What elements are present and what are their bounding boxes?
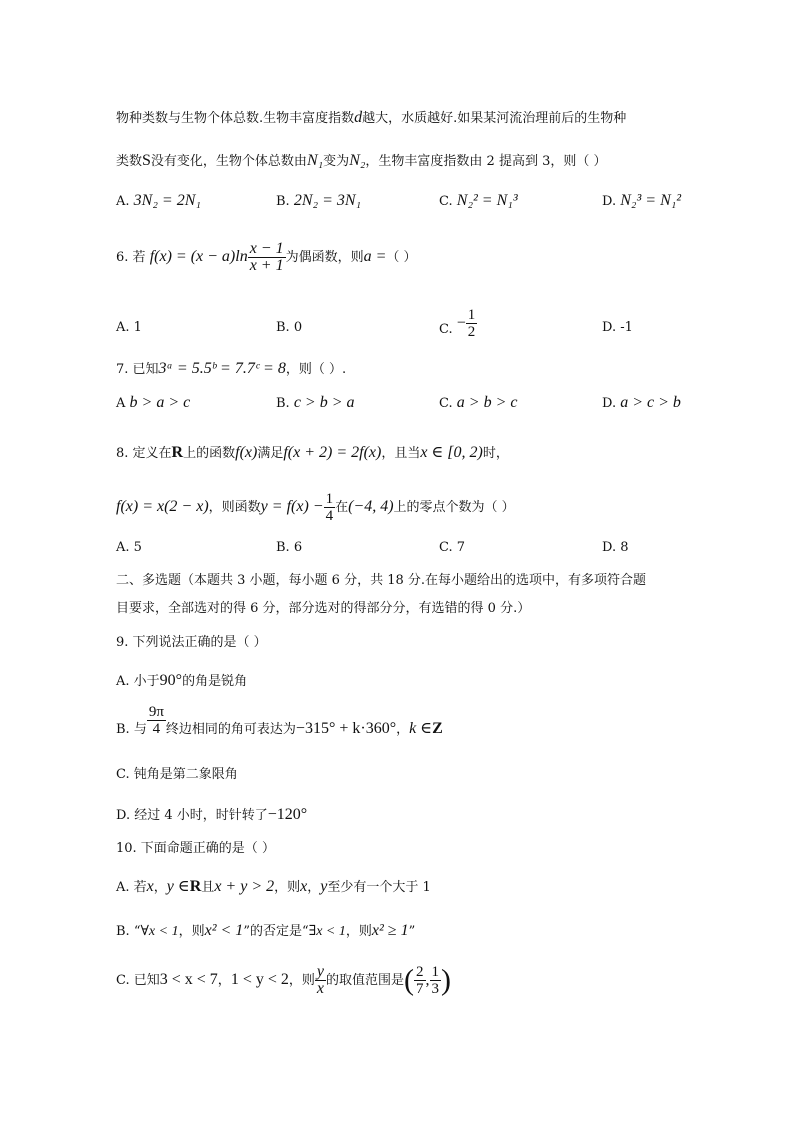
- option-letter: C.: [439, 194, 453, 209]
- fraction: [248, 241, 286, 274]
- option-letter: C.: [439, 396, 453, 411]
- option-text: -1: [620, 320, 633, 335]
- option-expr: 3N₂ = 2N₁: [133, 192, 201, 209]
- text: 没有变化，生物个体总数由: [150, 154, 307, 169]
- text: ，则: [345, 924, 372, 939]
- q6-stem: [116, 240, 417, 275]
- fraction-denominator: 4: [325, 508, 334, 524]
- text: ，: [217, 973, 231, 988]
- fraction: [315, 964, 326, 997]
- math-expr: f(x + 2) = 2f(x): [283, 444, 382, 461]
- text: ，则（ ）.: [285, 362, 347, 377]
- q8-option-a: [116, 540, 142, 555]
- q9-stem: 9. 下列说法正确的是（ ）: [116, 635, 267, 650]
- text: 的角是锐角: [182, 674, 248, 689]
- set-R: R: [171, 444, 184, 461]
- math-expr: x² < 1: [204, 922, 244, 939]
- q8-option-c: [439, 540, 465, 555]
- math-expr: x² ≥ 1: [371, 922, 409, 939]
- option-text: 0: [293, 320, 303, 335]
- text: ”的否定是“: [243, 924, 309, 939]
- section-heading-cont: 目要求，全部选对的得 6 分，部分选对的得部分分，有选错的得 0 分.）: [116, 601, 531, 616]
- math-expr: y = f(x) −: [260, 498, 324, 515]
- fraction-denominator: x + 1: [249, 257, 284, 274]
- text: ，则: [178, 924, 205, 939]
- option-letter: C.: [439, 540, 453, 555]
- fraction-numerator: y: [316, 963, 324, 980]
- text: 在: [335, 500, 349, 515]
- q6-option-a: [116, 320, 142, 335]
- math-expr: ∀x < 1: [140, 924, 179, 939]
- math-S: S: [142, 152, 151, 169]
- text: ，生物丰富度指数由 2 提高到 3，则（ ）: [365, 154, 607, 169]
- fraction: [414, 964, 426, 997]
- math-expr: 3 < x < 7: [159, 971, 218, 988]
- fraction-denominator: 2: [467, 324, 476, 340]
- q10-option-a: [116, 878, 431, 897]
- q9-option-c: C. 钝角是第二象限角: [116, 767, 238, 782]
- q8-stem-line-1: [116, 444, 509, 463]
- text: ，则: [274, 880, 301, 895]
- option-text: 7: [456, 540, 466, 555]
- option-expr: a > b > c: [456, 394, 518, 411]
- right-paren: ): [441, 963, 451, 997]
- fraction: [324, 491, 336, 524]
- text: 满足: [257, 446, 284, 461]
- text: 越大，水质越好.如果某河流治理前后的生物种: [362, 111, 627, 126]
- text: ”: [408, 924, 416, 939]
- q7-stem: [116, 360, 346, 379]
- fraction-denominator: x: [316, 980, 324, 997]
- text: 变为: [323, 154, 350, 169]
- q10-option-b: [116, 922, 415, 941]
- q7-option-d: [602, 394, 681, 412]
- q8-stem-line-2: [116, 490, 515, 525]
- option-expr: a > c > b: [620, 394, 681, 411]
- q6-option-c: [439, 300, 477, 340]
- q5-option-b: [276, 192, 361, 210]
- option-text: 1: [133, 320, 142, 335]
- text: 为偶函数，则: [285, 250, 364, 265]
- option-expr: N₂² = N₁³: [456, 192, 518, 209]
- text: B. 与: [116, 722, 147, 737]
- text: 且: [201, 880, 215, 895]
- math-expr: x ∈ [0, 2): [420, 444, 483, 461]
- text: 上的函数: [183, 446, 236, 461]
- text: D. 经过 4 小时，时针转了: [116, 808, 268, 823]
- text: ，: [153, 880, 167, 895]
- fraction-denominator: 7: [416, 981, 424, 997]
- text: C. 已知: [116, 973, 160, 988]
- option-letter: B.: [276, 320, 290, 335]
- option-letter: D.: [602, 540, 617, 555]
- text: 物种类数与生物个体总数.生物丰富度指数: [116, 111, 355, 126]
- text: ，且当: [381, 446, 421, 461]
- text: ，则: [288, 973, 315, 988]
- math-N1: N₁: [306, 152, 324, 169]
- math-expr: f(x): [235, 444, 258, 461]
- fraction-denominator: 3: [431, 981, 439, 997]
- q9-option-b: [116, 704, 443, 747]
- option-expr: c > b > a: [293, 394, 355, 411]
- text: ，: [396, 722, 410, 737]
- option-text: 6: [293, 540, 303, 555]
- option-letter: B.: [276, 540, 290, 555]
- q6-option-b: [276, 320, 302, 335]
- fraction-numerator: 1: [325, 491, 334, 507]
- fraction-numerator: 2: [416, 964, 424, 980]
- option-text: 8: [620, 540, 629, 555]
- option-expr: b > a > c: [129, 394, 191, 411]
- math-var: x: [146, 878, 154, 895]
- q7-option-a: [116, 394, 190, 412]
- math-d: d: [354, 109, 363, 126]
- fraction-denominator: 4: [152, 721, 161, 737]
- text: 类数: [116, 154, 143, 169]
- intro-line-1: [116, 109, 626, 128]
- option-letter: D.: [602, 320, 617, 335]
- math-expr: x + y > 2: [214, 878, 275, 895]
- option-expr: 2N₂ = 3N₁: [293, 192, 362, 209]
- option-expr: N₂³ = N₁²: [620, 192, 682, 209]
- option-letter: A.: [116, 194, 130, 209]
- math-expr: y ∈: [166, 878, 190, 895]
- option-letter: A: [116, 396, 126, 411]
- question-number: 6. 若: [116, 250, 146, 265]
- math-var: x: [300, 878, 308, 895]
- set-Z: Z: [432, 720, 443, 737]
- text: 7. 已知: [116, 362, 159, 377]
- q7-option-c: [439, 394, 517, 412]
- fraction-numerator: 1: [431, 964, 439, 980]
- text: 终边相同的角可表达为: [165, 722, 296, 737]
- option-letter: C.: [439, 322, 453, 337]
- math-N2: N₂: [349, 152, 366, 169]
- text: 上的零点个数为（ ）: [393, 500, 515, 515]
- intro-line-2: [116, 152, 607, 171]
- text: B. “: [116, 924, 141, 939]
- text: A. 小于: [116, 674, 160, 689]
- math-expr: 90°: [159, 672, 183, 689]
- q9-option-a: [116, 672, 247, 691]
- q9-option-d: [116, 806, 307, 825]
- text: A. 若: [116, 880, 147, 895]
- option-letter: B.: [276, 194, 290, 209]
- text: 至少有一个大于 1: [327, 880, 431, 895]
- math-expr: −120°: [267, 806, 308, 823]
- option-letter: A.: [116, 320, 130, 335]
- text: ，: [307, 880, 321, 895]
- math-expr: f(x) = x(2 − x): [116, 498, 209, 515]
- text: 时，: [482, 446, 509, 461]
- fraction: [466, 307, 478, 340]
- q7-option-b: [276, 394, 355, 412]
- q8-option-d: [602, 540, 629, 555]
- text: （ ）: [386, 250, 417, 265]
- fraction-numerator: 1: [467, 307, 476, 323]
- q6-option-d: [602, 320, 633, 335]
- math-expr: 3ᵃ = 5.5ᵇ = 7.7ᶜ = 8: [158, 360, 286, 377]
- text: 的取值范围是: [325, 973, 404, 988]
- math-expr: k ∈: [409, 720, 433, 737]
- fraction-numerator: 9π: [148, 704, 164, 720]
- option-letter: B.: [276, 396, 290, 411]
- fraction: [430, 964, 442, 997]
- text: 8. 定义在: [116, 446, 172, 461]
- math-expr: f(x) = (x − a)ln: [149, 248, 248, 265]
- section-heading: 二、多选题（本题共 3 小题，每小题 6 分，共 18 分.在每小题给出的选项中，有多项符合题: [116, 573, 647, 588]
- set-R: R: [189, 878, 202, 895]
- option-letter: D.: [602, 194, 617, 209]
- math-expr: (−4, 4): [348, 498, 394, 515]
- math-expr: 1 < y < 2: [230, 971, 289, 988]
- q5-option-c: [439, 192, 518, 210]
- fraction: [147, 704, 166, 737]
- minus-sign: −: [456, 314, 466, 332]
- option-letter: D.: [602, 396, 617, 411]
- math-var: a =: [363, 248, 387, 265]
- left-paren: (: [404, 963, 414, 997]
- comma: ,: [425, 971, 430, 989]
- fraction-numerator: x − 1: [249, 240, 284, 257]
- math-expr: −315° + k·360°: [295, 720, 397, 737]
- q5-option-a: [116, 192, 201, 210]
- q10-option-c: [116, 960, 451, 1001]
- q5-option-d: [602, 192, 681, 210]
- q10-stem: 10. 下面命题正确的是（ ）: [116, 841, 275, 856]
- math-expr: ∃x < 1: [308, 924, 346, 939]
- q8-option-b: [276, 540, 302, 555]
- math-var: y: [320, 878, 328, 895]
- option-letter: A.: [116, 540, 130, 555]
- option-text: 5: [133, 540, 142, 555]
- text: ，则函数: [208, 500, 261, 515]
